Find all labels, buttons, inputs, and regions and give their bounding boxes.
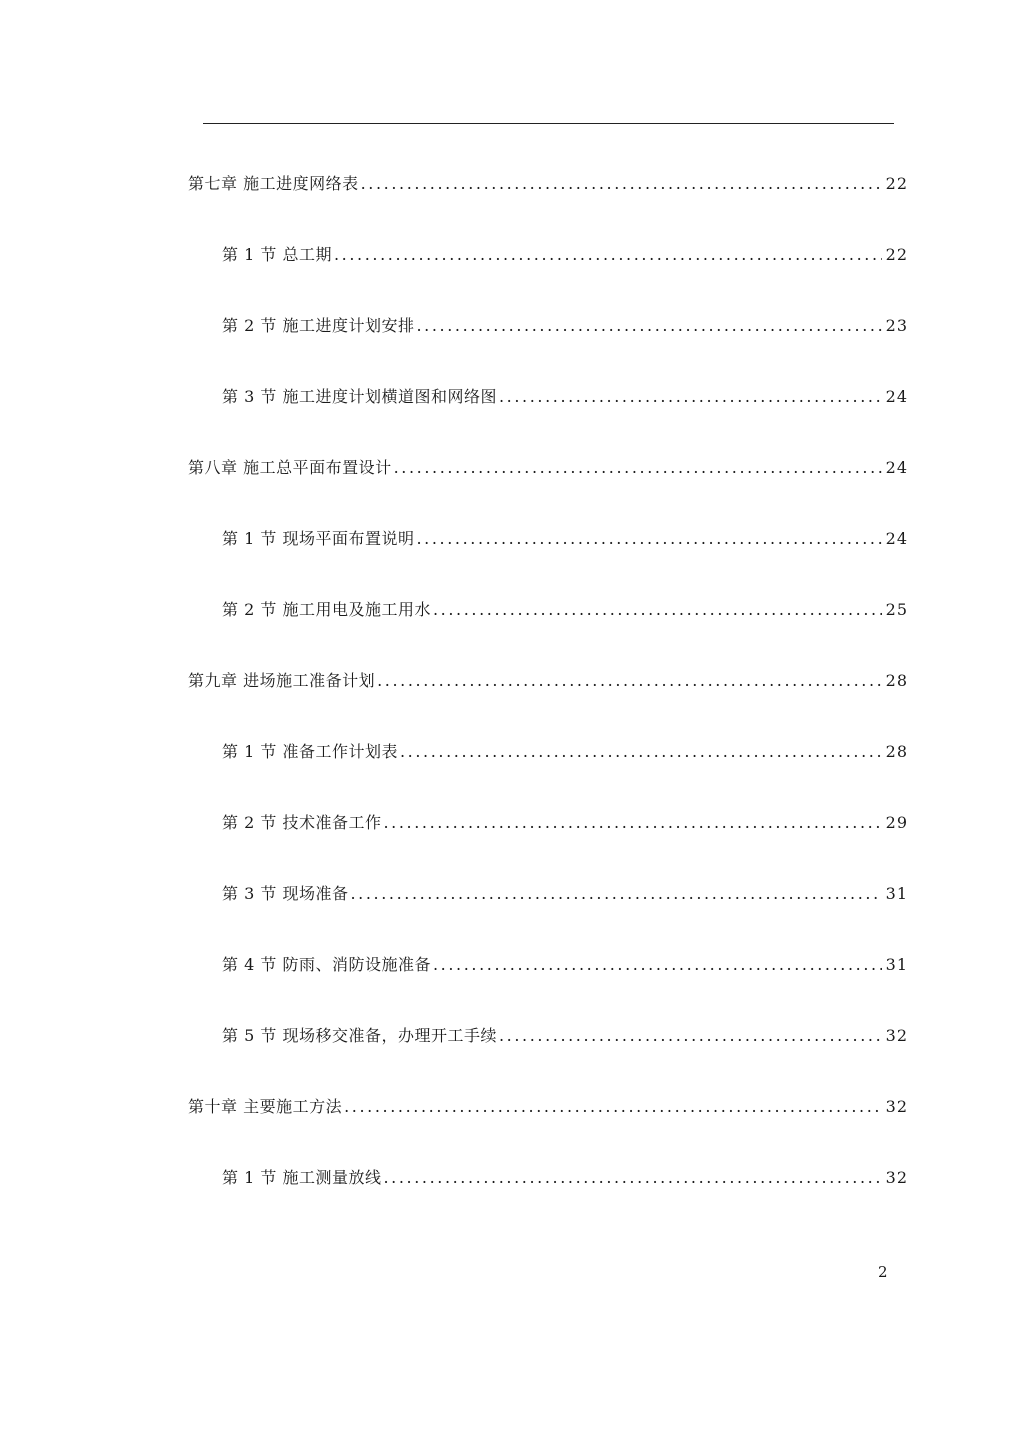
toc-entry-label: 第 3 节 现场准备 [222, 884, 349, 903]
toc-entry-page: 22 [885, 174, 908, 193]
toc-entry-page: 24 [885, 458, 908, 477]
toc-entry-page: 25 [885, 600, 908, 619]
toc-entry-section[interactable] [222, 740, 908, 764]
toc-entry-section[interactable] [222, 527, 908, 551]
toc-entry-page: 31 [885, 884, 908, 903]
toc-dot-leader [383, 811, 881, 835]
toc-entry-section[interactable] [222, 243, 908, 267]
toc-entry-chapter-8[interactable] [188, 456, 908, 480]
toc-entry-section[interactable] [222, 385, 908, 409]
toc-entry-chapter-9[interactable] [188, 669, 908, 693]
toc-entry-label: 第 1 节 施工测量放线 [222, 1168, 382, 1187]
toc-entry-label: 第 2 节 施工进度计划安排 [222, 316, 415, 335]
toc-entry-label: 第 3 节 施工进度计划横道图和网络图 [222, 387, 497, 406]
toc-dot-leader [400, 740, 882, 764]
toc-entry-label: 第 1 节 准备工作计划表 [222, 742, 398, 761]
toc-entry-page: 32 [885, 1097, 908, 1116]
toc-entry-page: 32 [885, 1026, 908, 1045]
toc-entry-label: 第 5 节 现场移交准备，办理开工手续 [222, 1026, 497, 1045]
toc-entry-page: 24 [885, 529, 908, 548]
toc-dot-leader [383, 1166, 881, 1190]
toc-entry-page: 23 [885, 316, 908, 335]
toc-entry-label: 第七章 施工进度网络表 [188, 174, 359, 193]
toc-entry-page: 28 [885, 742, 908, 761]
toc-dot-leader [499, 385, 882, 409]
toc-entry-label: 第 2 节 技术准备工作 [222, 813, 382, 832]
toc-entry-section[interactable] [222, 953, 908, 977]
toc-dot-leader [433, 953, 882, 977]
toc-entry-label: 第 4 节 防雨、消防设施准备 [222, 955, 431, 974]
toc-entry-section[interactable] [222, 1166, 908, 1190]
toc-entry-page: 29 [885, 813, 908, 832]
toc-dot-leader [350, 882, 881, 906]
toc-entry-label: 第八章 施工总平面布置设计 [188, 458, 392, 477]
toc-dot-leader [499, 1024, 882, 1048]
toc-entry-section[interactable] [222, 882, 908, 906]
toc-dot-leader [361, 172, 882, 196]
toc-dot-leader [377, 669, 882, 693]
toc-entry-section[interactable] [222, 1024, 908, 1048]
toc-entry-section[interactable] [222, 811, 908, 835]
toc-entry-label: 第九章 进场施工准备计划 [188, 671, 376, 690]
toc-dot-leader [344, 1095, 882, 1119]
toc-entry-section[interactable] [222, 598, 908, 622]
toc-dot-leader [334, 243, 882, 267]
toc-entry-chapter-7[interactable] [188, 172, 908, 196]
toc-entry-page: 22 [885, 245, 908, 264]
toc-entry-label: 第十章 主要施工方法 [188, 1097, 343, 1116]
toc-entry-page: 31 [885, 955, 908, 974]
toc-dot-leader [416, 314, 881, 338]
header-rule [203, 123, 894, 124]
toc-dot-leader [433, 598, 882, 622]
toc-entry-section[interactable] [222, 314, 908, 338]
page-number: 2 [878, 1263, 888, 1281]
toc-entry-label: 第 2 节 施工用电及施工用水 [222, 600, 431, 619]
toc-entry-label: 第 1 节 总工期 [222, 245, 332, 264]
toc-entry-page: 24 [885, 387, 908, 406]
toc-entry-page: 32 [885, 1168, 908, 1187]
toc-dot-leader [394, 456, 882, 480]
toc-entry-label: 第 1 节 现场平面布置说明 [222, 529, 415, 548]
toc-entry-page: 28 [885, 671, 908, 690]
toc-entry-chapter-10[interactable] [188, 1095, 908, 1119]
toc-dot-leader [416, 527, 881, 551]
